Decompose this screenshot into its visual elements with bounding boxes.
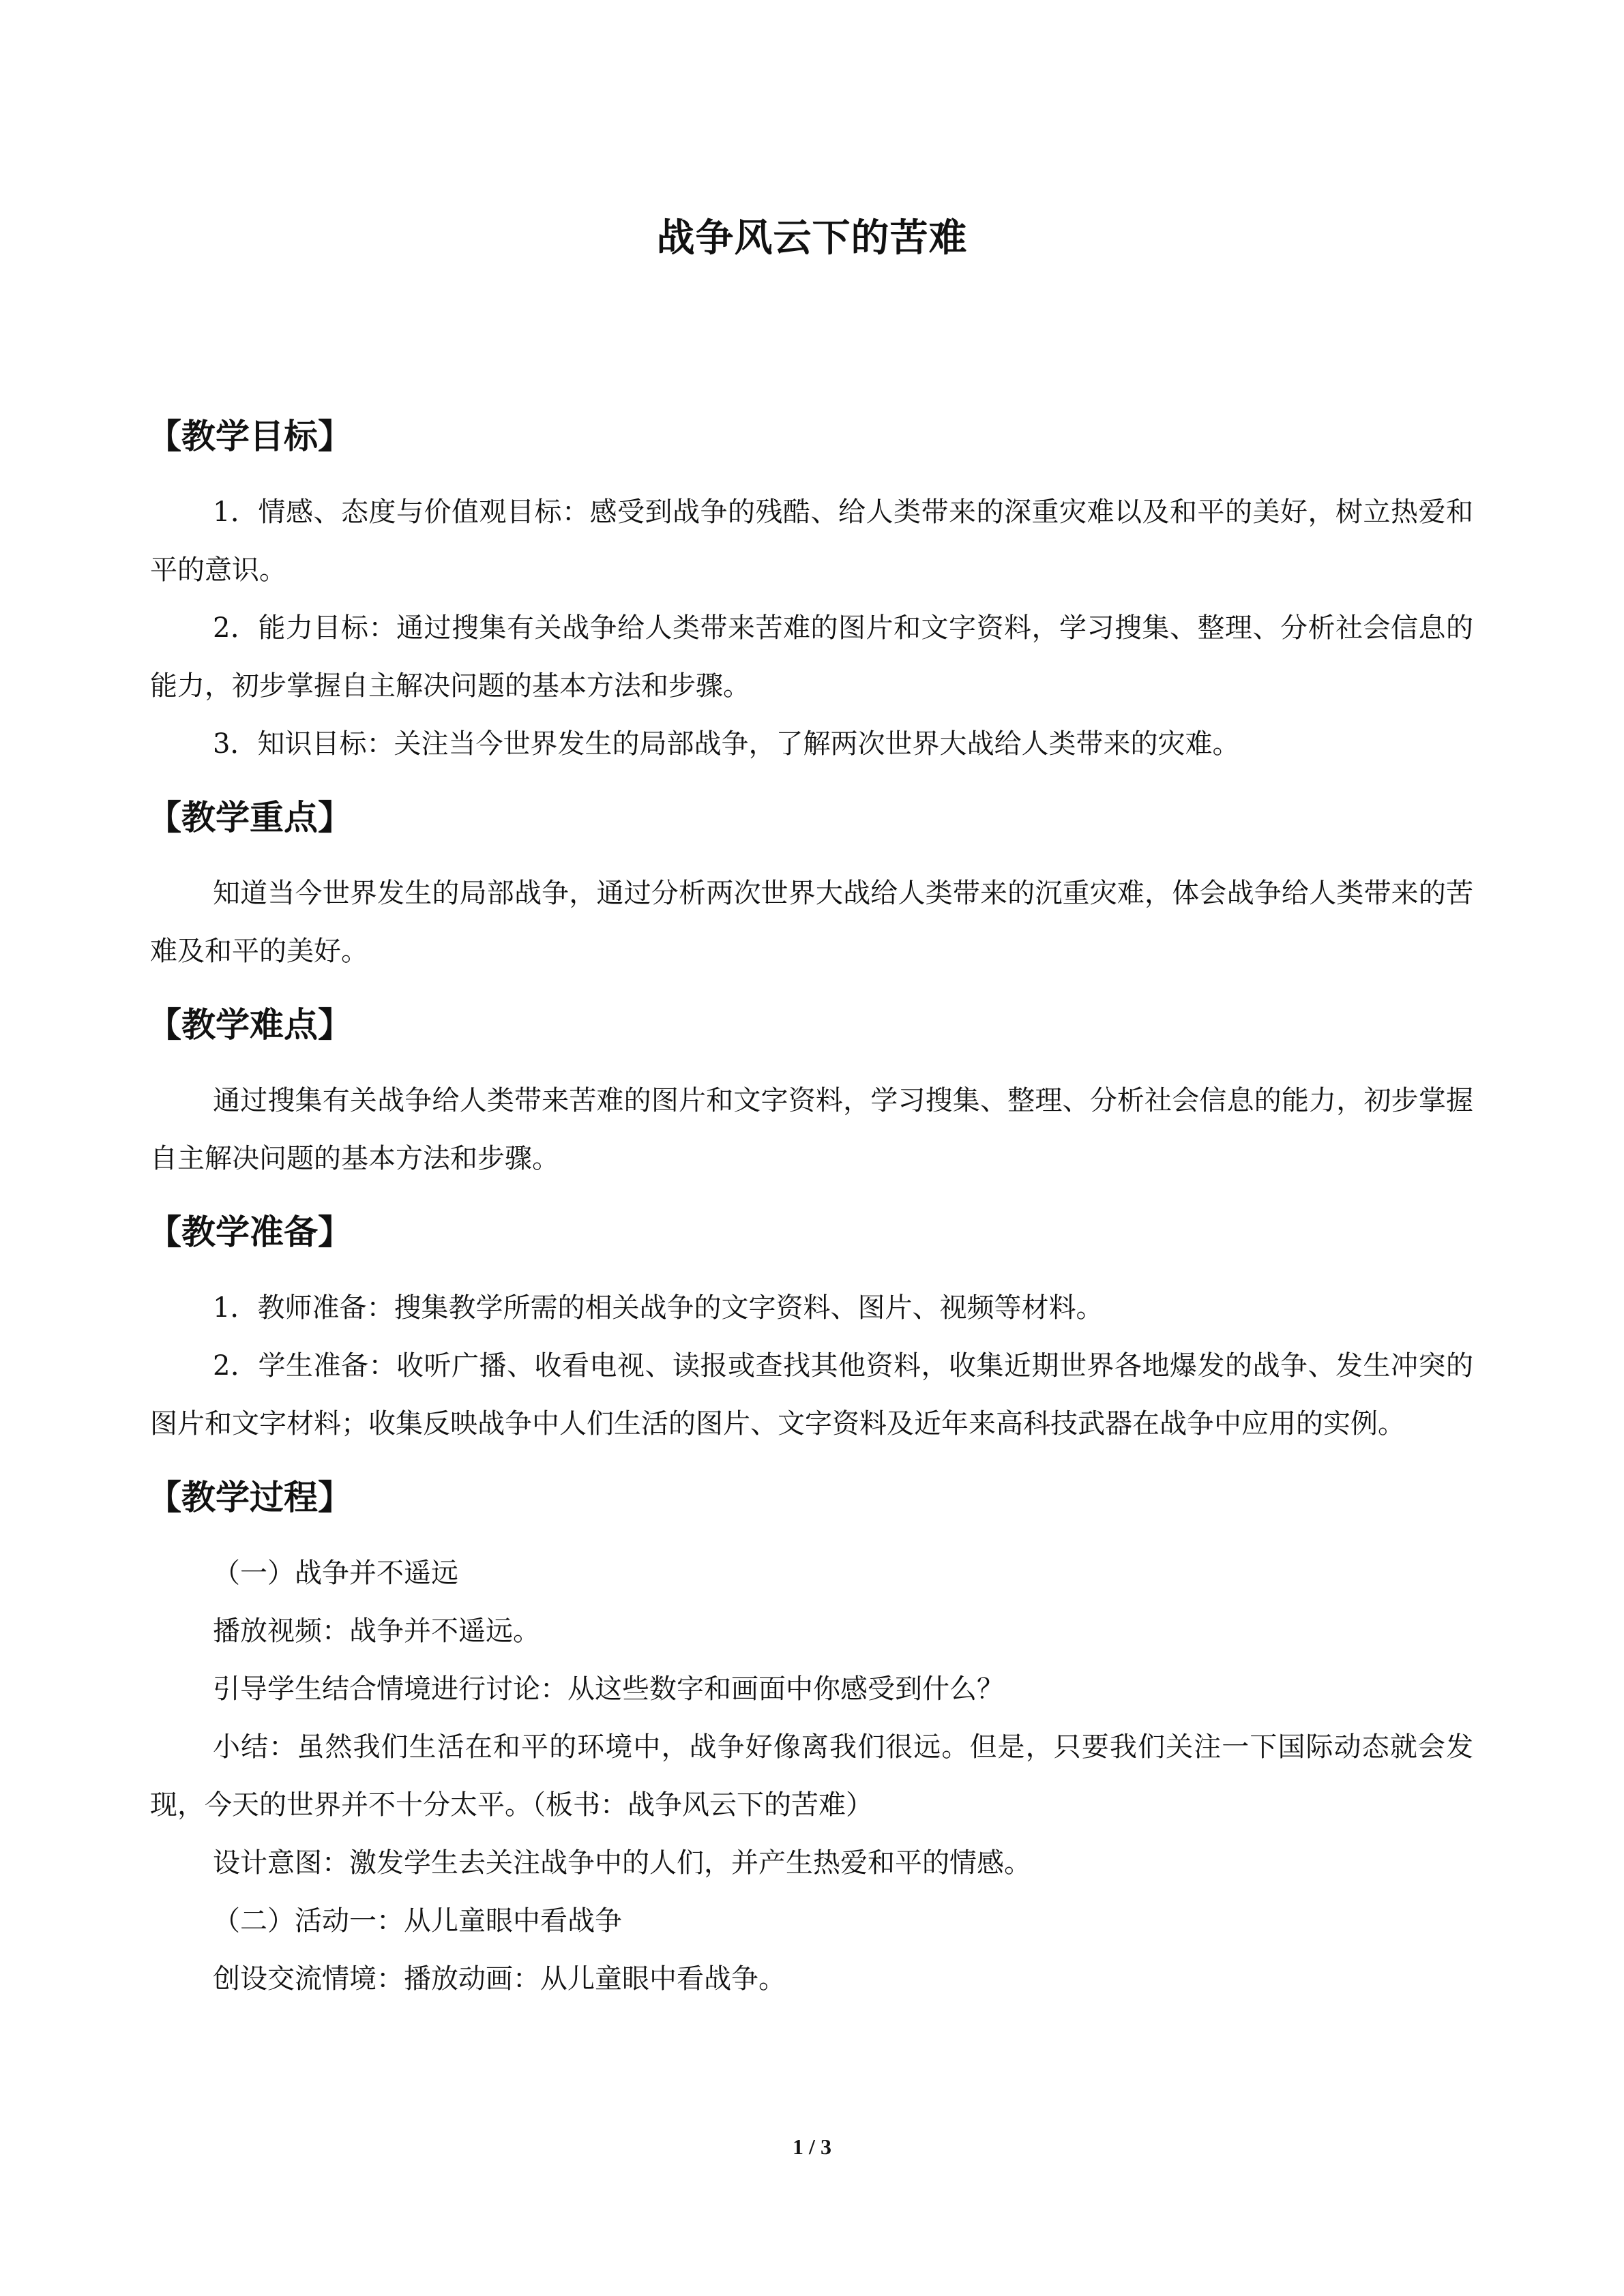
section-key-points — [147, 784, 1473, 981]
paragraph: 1．教师准备：搜集教学所需的相关战争的文字资料、图片、视频等材料。 — [213, 1292, 1104, 1324]
paragraph: （一）战争并不遥远 — [213, 1557, 458, 1589]
paragraph: 2．学生准备：收听广播、收看电视、读报或查找其他资料，收集近期世界各地爆发的战争、发生冲突的图片和文字材料；收集反映战争中人们生活的图片、文字资料及近年来高科技武器在战争中应用的实例。 — [150, 1350, 1473, 1440]
section-heading: 【教学过程】 — [147, 1478, 352, 1517]
paragraph: 知道当今世界发生的局部战争，通过分析两次世界大战给人类带来的沉重灾难，体会战争给人类带来的苦难及和平的美好。 — [150, 878, 1473, 967]
paragraph: 2．能力目标：通过搜集有关战争给人类带来苦难的图片和文字资料，学习搜集、整理、分析社会信息的能力，初步掌握自主解决问题的基本方法和步骤。 — [150, 612, 1473, 702]
paragraph: 3．知识目标：关注当今世界发生的局部战争，了解两次世界大战给人类带来的灾难。 — [213, 728, 1240, 760]
section-preparation — [147, 1199, 1473, 1453]
section-heading: 【教学目标】 — [147, 417, 352, 456]
paragraph: 小结：虽然我们生活在和平的环境中，战争好像离我们很远。但是，只要我们关注一下国际动态就会发现，今天的世界并不十分太平。（板书：战争风云下的苦难） — [150, 1731, 1473, 1821]
paragraph: 设计意图：激发学生去关注战争中的人们，并产生热爱和平的情感。 — [213, 1847, 1031, 1879]
section-heading: 【教学重点】 — [147, 798, 352, 837]
section-objectives — [147, 403, 1473, 773]
paragraph: 播放视频：战争并不遥远。 — [213, 1615, 540, 1647]
paragraph: 创设交流情境：播放动画：从儿童眼中看战争。 — [213, 1963, 786, 1995]
section-process — [147, 1464, 1473, 2008]
paragraph: 通过搜集有关战争给人类带来苦难的图片和文字资料，学习搜集、整理、分析社会信息的能力，初步掌握自主解决问题的基本方法和步骤。 — [150, 1085, 1473, 1174]
section-heading: 【教学难点】 — [147, 1005, 352, 1045]
page-number: 1 / 3 — [793, 2134, 831, 2159]
paragraph: （二）活动一：从儿童眼中看战争 — [213, 1905, 622, 1937]
document-title: 战争风云下的苦难 — [656, 216, 968, 260]
paragraph: 1．情感、态度与价值观目标：感受到战争的残酷、给人类带来的深重灾难以及和平的美好，树立热爱和平的意识。 — [150, 496, 1473, 586]
section-heading: 【教学准备】 — [147, 1212, 352, 1252]
paragraph: 引导学生结合情境进行讨论：从这些数字和画面中你感受到什么？ — [213, 1673, 1004, 1705]
document-body — [147, 392, 1473, 2008]
section-difficulties — [147, 992, 1473, 1188]
